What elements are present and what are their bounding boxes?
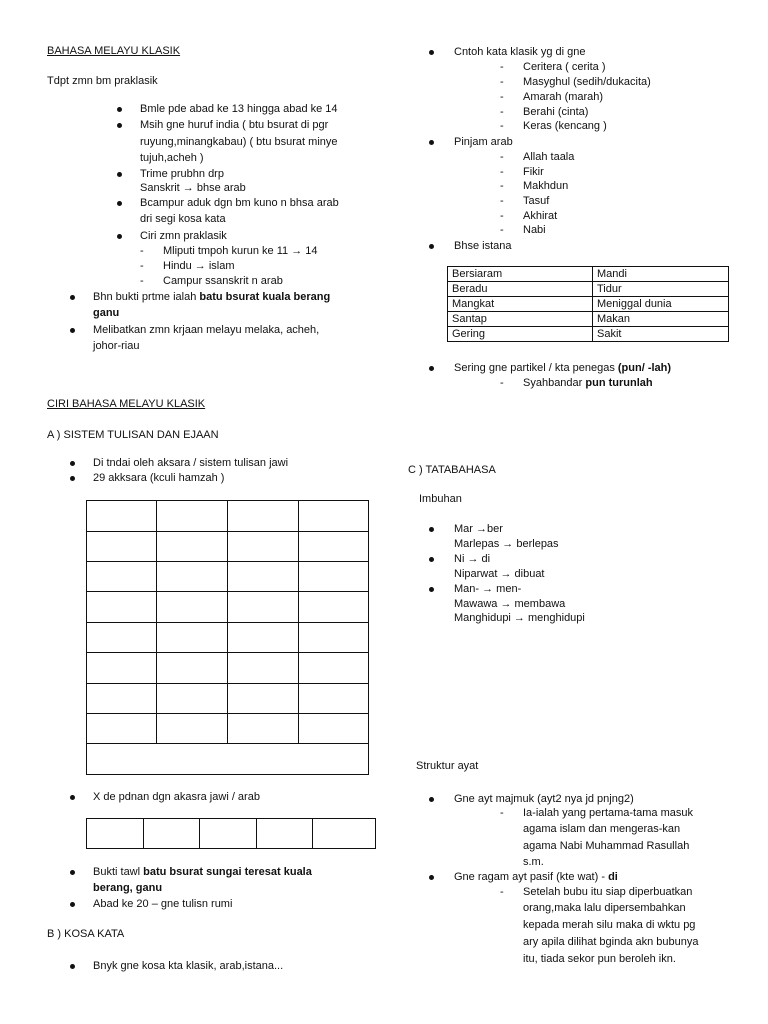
bullet-text: ruyung,minangkabau) ( btu bsurat minye <box>140 136 338 148</box>
syah-bold: pun turunlah <box>585 377 653 389</box>
grid-cell <box>298 714 368 744</box>
istana-table <box>447 266 729 342</box>
bullet-text: dri segi kosa kata <box>140 213 226 225</box>
table-cell: Mangkat <box>448 297 593 312</box>
dash-marker: - <box>500 377 504 389</box>
bullet-icon <box>70 795 75 800</box>
pinjam-item: Nabi <box>523 224 546 236</box>
section-c-heading: C ) TATABAHASA <box>408 464 496 476</box>
bullet-icon <box>70 964 75 969</box>
pinjam-item: Tasuf <box>523 195 550 207</box>
majmuk-line: agama islam dan mengeras-kan <box>523 823 681 835</box>
dash-marker: - <box>500 151 504 163</box>
b-bullet: Bnyk gne kosa kta klasik, arab,istana... <box>93 960 284 972</box>
tawl-bold: batu bsurat sungai teresat kuala <box>143 866 312 878</box>
contoh-item: Ceritera ( cerita ) <box>523 61 606 73</box>
bullet-icon <box>429 140 434 145</box>
grid-cell <box>157 684 228 714</box>
dash-marker: - <box>500 210 504 222</box>
dash-marker: - <box>500 180 504 192</box>
grid-cell <box>157 532 228 562</box>
pasif-line: itu, tiada sekor pun beroleh ikn. <box>523 953 676 965</box>
table-row <box>448 267 729 282</box>
table-row <box>448 297 729 312</box>
grid-cell <box>87 592 157 623</box>
bullet-icon <box>429 50 434 55</box>
bullet-text: Ciri zmn praklasik <box>140 230 227 242</box>
dash-marker: - <box>500 61 504 73</box>
table-cell: Mandi <box>593 267 729 282</box>
bullet-icon <box>117 234 122 239</box>
bullet-icon <box>429 244 434 249</box>
grid-cell <box>228 623 298 653</box>
dash-marker: - <box>500 886 504 898</box>
bullet-text: tujuh,acheh ) <box>140 152 204 164</box>
pasif-line: kepada merah silu maka di wktu pg <box>523 919 696 931</box>
bukti-bold-2: ganu <box>93 307 120 319</box>
grid-cell <box>298 562 368 592</box>
melibat-text: Melibatkan zmn krjaan melayu melaka, acheh, <box>93 324 320 336</box>
sub-item: Hindu → islam <box>163 260 235 272</box>
ciri-title: CIRI BAHASA MELAYU KLASIK <box>47 398 206 410</box>
contoh-item: Amarah (marah) <box>523 91 604 103</box>
grid-cell <box>228 501 298 532</box>
table-cell: Sakit <box>593 327 729 342</box>
bullet-text: Msih gne huruf india ( btu bsurat di pgr <box>140 119 329 131</box>
grid-cell <box>157 653 228 684</box>
pasif-bold: di <box>608 871 618 883</box>
bullet-icon <box>70 476 75 481</box>
bullet-icon <box>429 557 434 562</box>
sub-item: Mliputi tmpoh kurun ke 11 → 14 <box>163 245 318 257</box>
grid-cell <box>298 592 368 623</box>
grid-cell <box>87 501 157 532</box>
tawl-text <box>93 866 312 879</box>
section-a-heading: A ) SISTEM TULISAN DAN EJAAN <box>47 429 219 441</box>
bullet-icon <box>117 201 122 206</box>
grid-cell <box>298 684 368 714</box>
table-row <box>448 312 729 327</box>
contoh-heading: Cntoh kata klasik yg di gne <box>454 46 586 58</box>
majmuk-line: s.m. <box>523 856 544 868</box>
grid-cell <box>200 819 257 849</box>
pinjam-heading: Pinjam arab <box>454 136 513 148</box>
bukti-bold: batu bsurat kuala berang <box>199 291 331 303</box>
melibat-text: johor-riau <box>93 340 140 352</box>
bullet-icon <box>429 587 434 592</box>
syah-prefix: Syahbandar <box>523 377 586 389</box>
grid-cell <box>228 714 298 744</box>
bullet-icon <box>429 366 434 371</box>
dash-marker: - <box>500 106 504 118</box>
grid-cell-wide <box>87 744 369 775</box>
imbuhan-line: Man- → men- <box>454 583 522 595</box>
grid-cell <box>228 562 298 592</box>
contoh-item: Berahi (cinta) <box>523 106 589 118</box>
pinjam-item: Akhirat <box>523 210 558 222</box>
grid-cell <box>143 819 200 849</box>
dash-marker: - <box>140 275 144 287</box>
sering-text <box>454 362 671 375</box>
syah-text <box>523 377 653 390</box>
struktur-heading: Struktur ayat <box>416 760 479 772</box>
pinjam-item: Fikir <box>523 166 544 178</box>
pinjam-item: Allah taala <box>523 151 575 163</box>
grid-cell <box>157 623 228 653</box>
pasif-line: ary apila dilihat bginda akn bubunya <box>523 936 699 948</box>
dash-marker: - <box>500 166 504 178</box>
contoh-item: Masyghul (sedih/dukacita) <box>523 76 651 88</box>
dash-marker: - <box>500 76 504 88</box>
grid-cell <box>87 562 157 592</box>
bullet-icon <box>70 461 75 466</box>
bullet-text: Bcampur aduk dgn bm kuno n bhsa arab <box>140 197 339 209</box>
bullet-icon <box>117 107 122 112</box>
grid-cell <box>228 684 298 714</box>
contoh-item: Keras (kencang ) <box>523 120 607 132</box>
x-bullet: X de pdnan dgn akasra jawi / arab <box>93 791 260 803</box>
bukti-prefix: Bhn bukti prtme ialah <box>93 291 200 303</box>
majmuk-line: Ia-ialah yang pertama-tama masuk <box>523 807 693 819</box>
bullet-icon <box>429 527 434 532</box>
pasif-line: orang,maka lalu dipersembahkan <box>523 902 686 914</box>
dash-marker: - <box>500 120 504 132</box>
bullet-icon <box>70 902 75 907</box>
grid-cell <box>298 501 368 532</box>
a-bullet: 29 akksara (kculi hamzah ) <box>93 472 225 484</box>
pasif-text <box>454 871 618 884</box>
table-row <box>448 327 729 342</box>
grid-cell <box>87 623 157 653</box>
table-cell: Makan <box>593 312 729 327</box>
arab-grid <box>86 818 376 849</box>
grid-cell <box>87 684 157 714</box>
sering-bold: (pun/ -lah) <box>617 362 672 374</box>
page-title: BAHASA MELAYU KLASIK <box>47 45 181 57</box>
dash-marker: - <box>500 224 504 236</box>
bullet-icon <box>429 797 434 802</box>
bullet-icon <box>117 172 122 177</box>
bullet-text: Trime prubhn drp <box>140 168 224 180</box>
sub-item: Campur ssanskrit n arab <box>163 275 283 287</box>
imbuhan-line: Mar →ber <box>454 523 503 535</box>
dash-marker: - <box>140 245 144 257</box>
dash-marker: - <box>500 91 504 103</box>
imbuhan-line: Ni → di <box>454 553 491 565</box>
tawl-bold-2: berang, ganu <box>93 882 163 894</box>
grid-cell <box>87 714 157 744</box>
bullet-text: Bmle pde abad ke 13 hingga abad ke 14 <box>140 103 338 115</box>
table-cell: Beradu <box>448 282 593 297</box>
grid-cell <box>157 592 228 623</box>
grid-cell <box>228 592 298 623</box>
grid-cell <box>313 819 376 849</box>
dash-marker: - <box>500 195 504 207</box>
imbuhan-line: Manghidupi → menghidupi <box>454 612 585 624</box>
bukti-text <box>93 291 330 304</box>
table-cell: Gering <box>448 327 593 342</box>
intro-text: Tdpt zmn bm praklasik <box>47 75 158 87</box>
aksara-grid <box>86 500 369 775</box>
imbuhan-heading: Imbuhan <box>419 493 462 505</box>
table-cell: Bersiaram <box>448 267 593 282</box>
grid-cell <box>228 653 298 684</box>
bullet-text: Sanskrit → bhse arab <box>140 182 246 194</box>
majmuk-line: agama Nabi Muhammad Rasullah <box>523 840 690 852</box>
table-cell: Meniggal dunia <box>593 297 729 312</box>
bullet-icon <box>117 123 122 128</box>
dash-marker: - <box>500 807 504 819</box>
sering-prefix: Sering gne partikel / kta penegas <box>454 362 618 374</box>
imbuhan-line: Marlepas → berlepas <box>454 538 559 550</box>
grid-cell <box>298 623 368 653</box>
grid-cell <box>298 532 368 562</box>
bullet-icon <box>70 295 75 300</box>
grid-cell <box>298 653 368 684</box>
section-b-heading: B ) KOSA KATA <box>47 928 125 940</box>
dash-marker: - <box>140 260 144 272</box>
tawl-prefix: Bukti tawl <box>93 866 144 878</box>
grid-cell <box>87 532 157 562</box>
bullet-icon <box>70 870 75 875</box>
grid-cell <box>157 501 228 532</box>
grid-cell <box>228 532 298 562</box>
abad-text: Abad ke 20 – gne tulisn rumi <box>93 898 233 910</box>
table-cell: Santap <box>448 312 593 327</box>
grid-cell <box>87 819 144 849</box>
pinjam-item: Makhdun <box>523 180 569 192</box>
pasif-prefix: Gne ragam ayt pasif (kte wat) - <box>454 871 609 883</box>
table-cell: Tidur <box>593 282 729 297</box>
a-bullet: Di tndai oleh aksara / sistem tulisan jawi <box>93 457 289 469</box>
grid-cell <box>256 819 313 849</box>
imbuhan-line: Niparwat → dibuat <box>454 568 545 580</box>
pasif-line: Setelah bubu itu siap diperbuatkan <box>523 886 693 898</box>
bullet-icon <box>429 875 434 880</box>
majmuk-text: Gne ayt majmuk (ayt2 nya jd pnjng2) <box>454 793 634 805</box>
istana-heading: Bhse istana <box>454 240 512 252</box>
grid-cell <box>157 562 228 592</box>
grid-cell <box>157 714 228 744</box>
imbuhan-line: Mawawa → membawa <box>454 598 566 610</box>
grid-cell <box>87 653 157 684</box>
table-row <box>448 282 729 297</box>
bullet-icon <box>70 328 75 333</box>
